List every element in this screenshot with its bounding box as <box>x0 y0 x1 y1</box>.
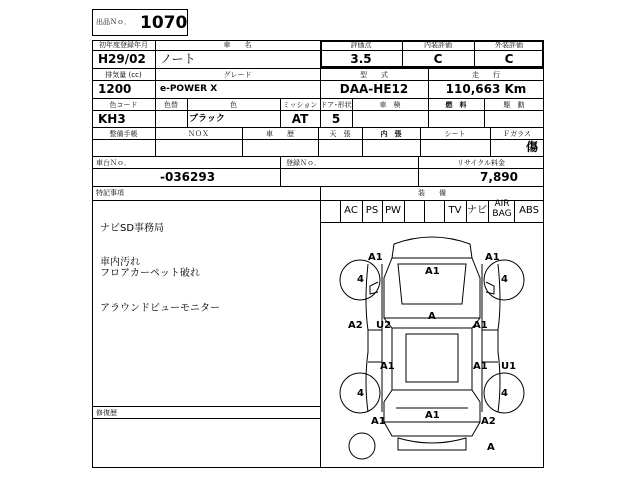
mileage-label: 走 行 <box>472 71 500 79</box>
remark-line-1: ナビSD事務局 <box>100 223 165 234</box>
remarks-label: 特記事項 <box>96 189 124 197</box>
transmission-label: ミッション <box>282 101 318 109</box>
color-code-label: 色コード <box>109 101 138 109</box>
recycle-fee-label: リサイクル料金 <box>456 159 506 167</box>
damage-mark-rear-right-bumper: A2 <box>481 416 496 427</box>
drive-label: 駆 動 <box>503 101 525 109</box>
lot-number-label: 出品Ｎｏ． <box>96 18 131 26</box>
damage-mark-left-rear-door: A1 <box>380 361 395 372</box>
color-label: 色 <box>230 101 237 109</box>
car-inspection-label: 車 検 <box>379 101 401 109</box>
exterior-grade-label: 外装評価 <box>495 41 523 49</box>
car-name-label: 車 名 <box>223 41 252 49</box>
score-label: 評価点 <box>350 41 372 49</box>
year-label: 初年度登録年月 <box>99 41 148 49</box>
interior-grade-value: C <box>433 52 443 66</box>
year-value: H29/02 <box>98 52 146 66</box>
nox-label: ＮＯＸ <box>188 130 209 138</box>
maintenance-record-label: 整備手帳 <box>109 130 138 138</box>
damage-mark-left-front-door: A2 <box>348 320 363 331</box>
front-glass-value: 傷 <box>525 140 538 154</box>
exterior-grade-value: C <box>504 52 514 66</box>
displacement-label: 排気量 (cc) <box>105 71 142 79</box>
registration-number-label: 登録Ｎｏ． <box>286 159 321 167</box>
damage-mark-rear-left-bumper: A1 <box>371 416 386 427</box>
damage-mark-roof: A <box>428 311 436 322</box>
equipment-ac: AC <box>344 205 358 216</box>
color-group-label: 色替 <box>164 101 178 109</box>
remark-line-3: フロアカーペット破れ <box>100 268 200 279</box>
doors-value: 5 <box>331 112 341 126</box>
interior-trim-label: 内 張 <box>380 130 402 138</box>
damage-mark-right-front-door: A1 <box>473 320 488 331</box>
damage-mark-front-right-fender: A1 <box>485 252 500 263</box>
remark-line-4: アラウンドビューモニター <box>100 303 220 314</box>
color-code-value: KH3 <box>98 112 126 126</box>
damage-mark-rear-hatch: A1 <box>425 410 440 421</box>
score-value: 3.5 <box>350 52 372 66</box>
damage-mark-front-hood: A1 <box>425 266 440 277</box>
seat-label: シート <box>444 130 466 138</box>
chassis-number-value: -036293 <box>160 170 216 184</box>
repair-history-label: 修復歴 <box>96 409 117 417</box>
car-damage-diagram <box>322 222 544 467</box>
model-label: 型 式 <box>360 71 388 79</box>
front-glass-label: Ｆガラス <box>503 130 531 138</box>
roof-lining-label: 天 張 <box>329 130 351 138</box>
damage-mark-rear-right-wheel: 4 <box>501 388 508 399</box>
damage-mark-front-right-wheel: 4 <box>501 274 508 285</box>
damage-mark-rear-bumper: A <box>487 442 495 453</box>
equipment-tv: TV <box>448 205 462 216</box>
mileage-value: 110,663 Km <box>445 82 527 96</box>
equipment-navi: ナビ <box>467 205 487 216</box>
damage-mark-rear-left-wheel: 4 <box>357 388 364 399</box>
damage-mark-left-front-door-inner: U2 <box>376 320 392 331</box>
color-value: ブラック <box>189 114 225 124</box>
equipment-abs: ABS <box>519 205 539 216</box>
chassis-number-label: 車台Ｎｏ． <box>96 159 131 167</box>
damage-mark-right-rear-quarter: U1 <box>501 361 517 372</box>
grade-label: グレード <box>223 71 252 79</box>
remark-line-2: 車内汚れ <box>100 257 140 268</box>
damage-mark-front-left-fender: A1 <box>368 252 383 263</box>
damage-mark-front-left-wheel: 4 <box>357 274 364 285</box>
equipment-ps: PS <box>365 205 379 216</box>
doors-label: ドア･形状 <box>320 101 352 109</box>
transmission-value: AT <box>291 112 309 126</box>
grade-value: e-POWER X <box>160 84 218 94</box>
equipment-label: 装 備 <box>418 189 446 197</box>
interior-grade-label: 内装評価 <box>424 41 452 49</box>
car-name-value: ノート <box>160 52 196 66</box>
equipment-pw: PW <box>385 205 401 216</box>
fuel-label: 燃 料 <box>445 101 467 109</box>
recycle-fee-value: 7,890 <box>480 170 518 184</box>
equipment-airbag: AIR BAG <box>492 199 512 219</box>
lot-number: 1070 <box>140 13 188 33</box>
car-history-label: 車 歴 <box>266 130 294 138</box>
displacement-value: 1200 <box>98 82 132 96</box>
damage-mark-right-rear-door: A1 <box>473 361 488 372</box>
model-value: DAA-HE12 <box>339 82 409 96</box>
